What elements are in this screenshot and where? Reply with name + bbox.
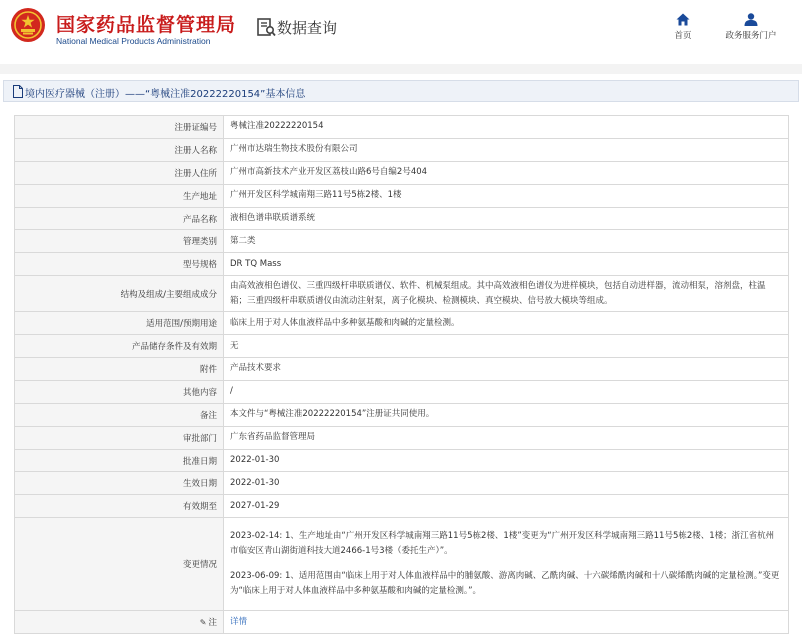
details-link[interactable]: 详情 [230,616,248,627]
table-row [15,472,789,495]
row-value: 2022-01-30 [224,449,789,472]
row-label: 其他内容 [15,380,224,403]
table-row [15,184,789,207]
table-row [15,358,789,381]
row-value: 广州市高新技术产业开发区荔枝山路6号自编2号404 [224,161,789,184]
row-label: 产品储存条件及有效期 [15,335,224,358]
site-name-cn[interactable]: 国家药品监督管理局 [56,14,237,36]
row-value: 临床上用于对人体血液样品中多种氨基酸和肉碱的定量检测。 [224,312,789,335]
change-entry: 2023-06-09: 1、适用范围由“临床上用于对人体血液样品中的脯氨酸、游离肉碱、乙酰肉碱、十六碳烯酰肉碱和十八碳烯酰肉碱的定量检测。”变更为“临床上用于对人体血液样品中多种氨基酸和肉碱的定量检测。”。 [230,571,780,597]
row-label: 生产地址 [15,184,224,207]
row-value: / [224,380,789,403]
document-icon [12,85,24,98]
row-label: 审批部门 [15,426,224,449]
table-row [15,495,789,518]
nav-home[interactable] [668,13,698,41]
changes-label: 变更情况 [15,518,224,611]
row-label: 产品名称 [15,207,224,230]
row-value: 广东省药品监督管理局 [224,426,789,449]
table-row [15,116,789,139]
national-emblem-icon [10,7,46,43]
user-icon [744,13,758,26]
header-divider [0,64,802,74]
row-value: 由高效液相色谱仪、三重四级杆串联质谱仪、软件、机械泵组成。其中高效液相色谱仪为进样模块，包括自动进样器，流动相泵，溶剂盘，柱温箱；三重四级杆串联质谱仪由流动注射泵，离子化模块、检测模块、真空模块、信号放大模块等组成。 [224,276,789,312]
table-row [15,312,789,335]
row-label: 结构及组成/主要组成成分 [15,276,224,312]
row-value: 无 [224,335,789,358]
row-value: 广州市达瑞生物技术股份有限公司 [224,138,789,161]
section-title: 数据查询 [277,19,338,37]
page-title-bar [3,80,799,102]
pin-icon: ✎ [199,618,207,628]
row-label: 生效日期 [15,472,224,495]
row-label: 注册人住所 [15,161,224,184]
row-value: 第二类 [224,230,789,253]
table-row-note [15,611,789,634]
row-value: 2027-01-29 [224,495,789,518]
site-name-en[interactable]: National Medical Products Administration [56,36,211,46]
row-value: 广州开发区科学城南翔三路11号5栋2楼、1楼 [224,184,789,207]
row-value: 2022-01-30 [224,472,789,495]
row-label: 有效期至 [15,495,224,518]
table-row [15,138,789,161]
table-row [15,161,789,184]
table-row [15,230,789,253]
nav-service-portal[interactable] [716,13,786,41]
table-row [15,403,789,426]
row-value: 液相色谱串联质谱系统 [224,207,789,230]
changes-value [224,518,789,611]
note-label: 注 [208,618,217,629]
table-row [15,449,789,472]
page-title: 境内医疗器械（注册）——“粤械注准20222220154”基本信息 [25,89,306,100]
nav-home-label: 首页 [674,31,692,41]
change-entry: 2023-02-14: 1、生产地址由“广州开发区科学城南翔三路11号5栋2楼、1楼”变更为“广州开发区科学城南翔三路11号5栋2楼、1楼；浙江省杭州市临安区青山湖街道科技大道2466-1号3楼（委托生产）”。 [230,531,775,557]
row-value: 本文件与“粤械注准20222220154”注册证共同使用。 [224,403,789,426]
home-icon [676,13,690,26]
row-label: 管理类别 [15,230,224,253]
table-row [15,380,789,403]
row-value: 粤械注准20222220154 [224,116,789,139]
row-label: 型号规格 [15,253,224,276]
table-row [15,276,789,312]
row-label: 注册证编号 [15,116,224,139]
table-row [15,335,789,358]
nav-portal-label: 政务服务门户 [725,31,777,41]
row-value: DR TQ Mass [224,253,789,276]
note-label-cell [15,611,224,634]
row-label: 批准日期 [15,449,224,472]
row-label: 适用范围/预期用途 [15,312,224,335]
row-label: 附件 [15,358,224,381]
note-value [224,611,789,634]
row-label: 备注 [15,403,224,426]
site-header [0,0,802,62]
table-row [15,426,789,449]
data-query-icon [256,17,276,37]
table-row [15,207,789,230]
row-label: 注册人名称 [15,138,224,161]
row-value: 产品技术要求 [224,358,789,381]
table-row-changes [15,518,789,611]
registration-info-table [14,115,789,634]
table-row [15,253,789,276]
